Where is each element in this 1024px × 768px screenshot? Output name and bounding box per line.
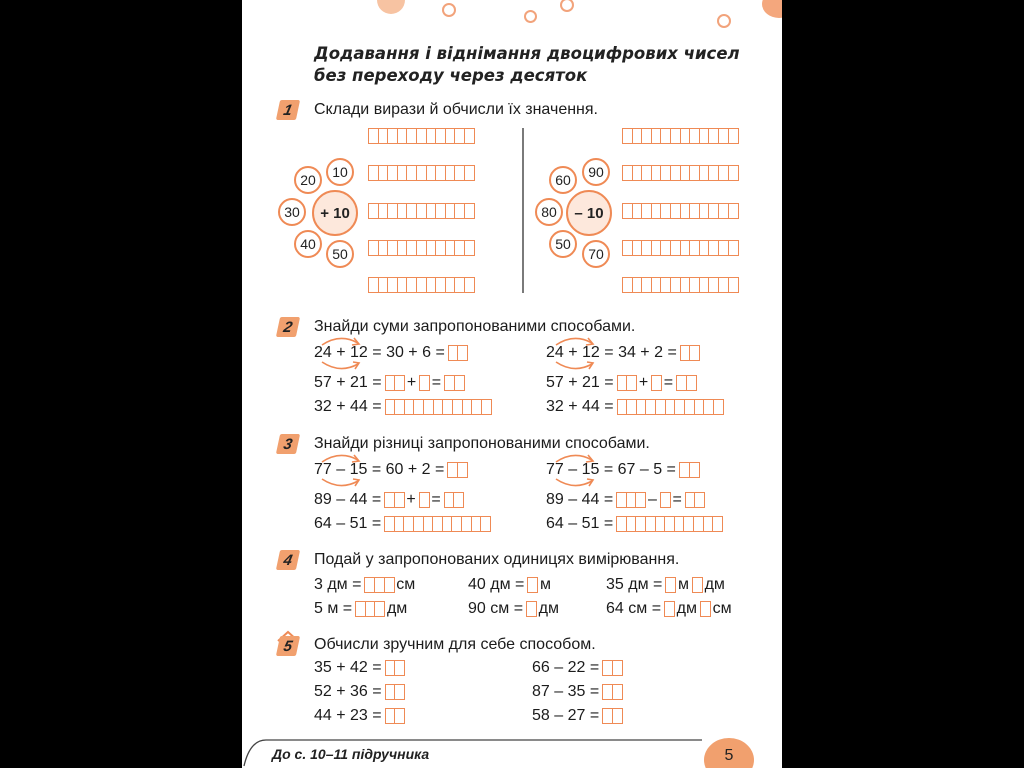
answer-boxes[interactable] xyxy=(602,660,621,676)
operator: + xyxy=(406,491,416,508)
answer-boxes[interactable] xyxy=(617,375,636,391)
answer-boxes[interactable] xyxy=(447,462,466,478)
exercise-row xyxy=(314,658,404,678)
footer-reference: До с. 10–11 підручника xyxy=(272,746,430,762)
answer-boxes[interactable] xyxy=(368,128,474,149)
expression: 24 + 12 = 30 + 6 = xyxy=(314,344,445,361)
task-number xyxy=(276,317,300,337)
exercise-row xyxy=(546,514,722,534)
exercise-row xyxy=(314,514,490,534)
answer-boxes[interactable] xyxy=(622,240,737,261)
exercise-row xyxy=(314,599,407,619)
unit: дм xyxy=(538,600,559,617)
answer-boxes[interactable] xyxy=(692,577,702,593)
petal-number: 70 xyxy=(582,240,610,268)
answer-boxes[interactable] xyxy=(622,128,737,149)
answer-boxes[interactable] xyxy=(368,203,474,224)
answer-boxes[interactable] xyxy=(679,462,698,478)
answer-boxes[interactable] xyxy=(368,240,474,261)
expression: 35 + 42 = xyxy=(314,659,382,676)
petal-number: 50 xyxy=(326,240,354,268)
task-number-label: 4 xyxy=(282,551,294,569)
petal-number: 50 xyxy=(549,230,577,258)
operator: = xyxy=(672,491,682,508)
task-number xyxy=(276,550,300,570)
task-number-label: 1 xyxy=(282,101,294,119)
answer-boxes[interactable] xyxy=(355,601,384,617)
petal-number: 60 xyxy=(549,166,577,194)
answer-boxes[interactable] xyxy=(602,708,621,724)
answer-boxes[interactable] xyxy=(385,399,491,415)
operator: – xyxy=(648,491,657,508)
center-operation: + 10 xyxy=(320,204,350,222)
expression: 57 + 21 = xyxy=(546,374,614,391)
expression: 52 + 36 = xyxy=(314,683,382,700)
exercise-row xyxy=(314,397,490,417)
exercise-row xyxy=(468,599,559,619)
unit: м xyxy=(539,576,551,593)
answer-boxes[interactable] xyxy=(664,601,674,617)
exercise-row xyxy=(546,460,698,480)
expression: 5 м = xyxy=(314,600,353,617)
answer-boxes[interactable] xyxy=(364,577,393,593)
answer-boxes[interactable] xyxy=(384,516,490,532)
expression: 32 + 44 = xyxy=(314,398,382,415)
expression: 90 см = xyxy=(468,600,524,617)
exercise-row xyxy=(606,599,732,619)
answer-boxes[interactable] xyxy=(384,492,403,508)
exercise-row xyxy=(314,575,415,595)
divider xyxy=(522,128,524,293)
answer-boxes[interactable] xyxy=(680,345,699,361)
task-number xyxy=(276,100,300,120)
answer-boxes[interactable] xyxy=(685,492,704,508)
petal-number: 90 xyxy=(582,158,610,186)
decor-ring xyxy=(442,3,456,17)
exercise-row xyxy=(546,343,699,363)
answer-boxes[interactable] xyxy=(665,577,675,593)
task-instruction: Знайди суми запропонованими способами. xyxy=(314,318,636,335)
flower-center xyxy=(566,190,612,236)
answer-boxes[interactable] xyxy=(616,492,645,508)
task-number-label: 5 xyxy=(282,637,294,655)
decor-ring xyxy=(524,10,537,23)
exercise-row xyxy=(468,575,551,595)
exercise-row xyxy=(546,490,704,510)
decor-circle xyxy=(762,0,782,18)
answer-boxes[interactable] xyxy=(385,708,404,724)
task-instruction: Подай у запропонованих одиницях вимірювання. xyxy=(314,551,680,568)
answer-boxes[interactable] xyxy=(660,492,670,508)
exercise-row xyxy=(314,373,463,393)
decor-circle xyxy=(377,0,405,14)
expression: 44 + 23 = xyxy=(314,707,382,724)
answer-boxes[interactable] xyxy=(444,375,463,391)
answer-boxes[interactable] xyxy=(676,375,695,391)
center-operation: – 10 xyxy=(574,204,604,222)
answer-boxes[interactable] xyxy=(385,660,404,676)
petal-number: 80 xyxy=(535,198,563,226)
page-number-label: 5 xyxy=(724,747,734,764)
answer-boxes[interactable] xyxy=(622,165,737,186)
expression: 64 см = xyxy=(606,600,662,617)
unit: дм xyxy=(704,576,725,593)
exercise-row xyxy=(532,658,621,678)
unit: см xyxy=(396,576,416,593)
expression: 87 – 35 = xyxy=(532,683,600,700)
decor-ring xyxy=(560,0,574,12)
exercise-row xyxy=(314,490,463,510)
task-number xyxy=(276,636,300,656)
petal-number: 30 xyxy=(278,198,306,226)
task-number-label: 3 xyxy=(282,435,294,453)
task-number-label: 2 xyxy=(282,318,294,336)
expression: 64 – 51 = xyxy=(546,515,614,532)
answer-boxes[interactable] xyxy=(527,577,537,593)
exercise-row xyxy=(532,682,621,702)
exercise-row xyxy=(546,373,695,393)
petal-number: 20 xyxy=(294,166,322,194)
expression: 89 – 44 = xyxy=(314,491,382,508)
answer-boxes[interactable] xyxy=(602,684,621,700)
decor-ring xyxy=(717,14,731,28)
exercise-row xyxy=(532,706,621,726)
expression: 57 + 21 = xyxy=(314,374,382,391)
answer-boxes[interactable] xyxy=(419,492,429,508)
expression: 35 дм = xyxy=(606,576,663,593)
page-title: Додавання і віднімання двоцифрових чисел xyxy=(314,44,740,63)
exercise-row xyxy=(314,706,404,726)
answer-boxes[interactable] xyxy=(385,375,404,391)
answer-boxes[interactable] xyxy=(526,601,536,617)
unit: дм xyxy=(676,600,697,617)
unit: дм xyxy=(386,600,408,617)
task-instruction: Обчисли зручним для себе способом. xyxy=(314,636,596,653)
page-subtitle: без переходу через десяток xyxy=(314,66,588,85)
answer-boxes[interactable] xyxy=(616,516,722,532)
answer-boxes[interactable] xyxy=(622,203,737,224)
answer-boxes[interactable] xyxy=(651,375,661,391)
exercise-row xyxy=(314,460,467,480)
exercise-row xyxy=(546,397,722,417)
answer-boxes[interactable] xyxy=(385,684,404,700)
expression: 58 – 27 = xyxy=(532,707,600,724)
task-instruction: Знайди різниці запропонованими способами. xyxy=(314,435,650,452)
answer-boxes[interactable] xyxy=(448,345,467,361)
answer-boxes[interactable] xyxy=(368,277,474,298)
unit: см xyxy=(712,600,732,617)
operator: = xyxy=(663,374,674,391)
task-number xyxy=(276,434,300,454)
expression: 64 – 51 = xyxy=(314,515,382,532)
expression: 24 + 12 = 34 + 2 = xyxy=(546,344,677,361)
expression: 77 – 15 = 67 – 5 = xyxy=(546,461,676,478)
expression: 40 дм = xyxy=(468,576,525,593)
expression: 66 – 22 = xyxy=(532,659,600,676)
petal-number: 10 xyxy=(326,158,354,186)
petal-number: 40 xyxy=(294,230,322,258)
expression: 3 дм = xyxy=(314,576,362,593)
answer-boxes[interactable] xyxy=(368,165,474,186)
task-instruction: Склади вирази й обчисли їх значення. xyxy=(314,101,598,118)
unit: м xyxy=(677,576,689,593)
answer-boxes[interactable] xyxy=(622,277,737,298)
operator: = xyxy=(431,374,442,391)
operator: + xyxy=(638,374,649,391)
answer-boxes[interactable] xyxy=(700,601,710,617)
exercise-row xyxy=(314,343,467,363)
operator: + xyxy=(406,374,417,391)
answer-boxes[interactable] xyxy=(419,375,429,391)
exercise-row xyxy=(314,682,404,702)
workbook-page xyxy=(242,0,782,768)
expression: 32 + 44 = xyxy=(546,398,614,415)
operator: = xyxy=(431,491,441,508)
flower-center xyxy=(312,190,358,236)
exercise-row xyxy=(606,575,725,595)
expression: 77 – 15 = 60 + 2 = xyxy=(314,461,445,478)
answer-boxes[interactable] xyxy=(617,399,723,415)
expression: 89 – 44 = xyxy=(546,491,614,508)
answer-boxes[interactable] xyxy=(444,492,463,508)
